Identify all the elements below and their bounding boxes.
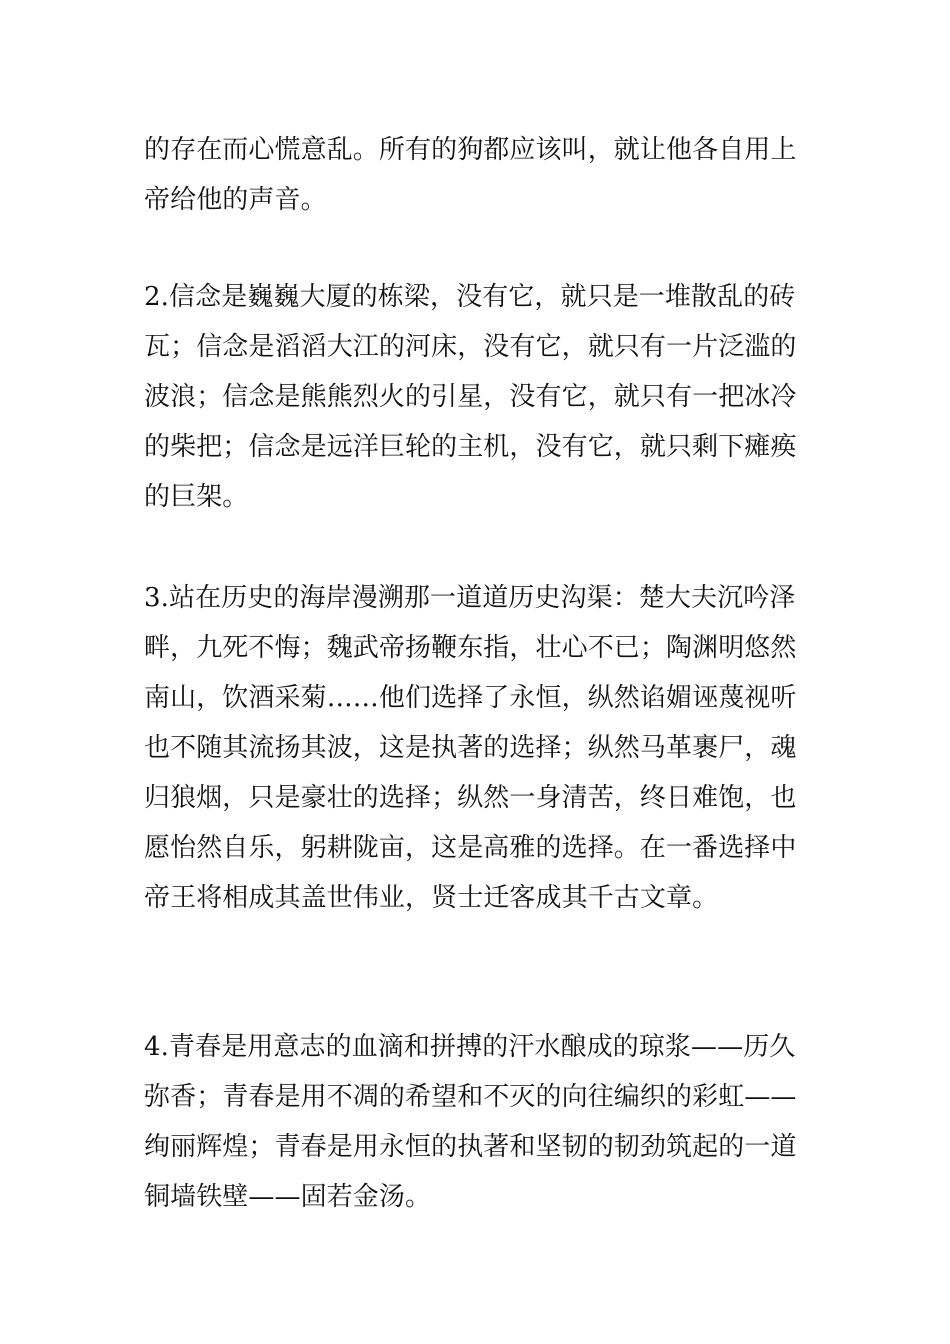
text-line: 的存在而心慌意乱。所有的狗都应该叫，就让他各自用上 — [144, 135, 797, 165]
text-line: 也不随其流扬其波，这是执著的选择；纵然马革裹尸，魂 — [144, 733, 797, 763]
text-line: 3.站在历史的海岸漫溯那一道道历史沟渠：楚大夫沉吟泽 — [144, 583, 796, 613]
text-line: 的巨架。 — [144, 482, 249, 512]
text-line: 畔，九死不悔；魏武帝扬鞭东指，壮心不已；陶渊明悠然 — [144, 633, 797, 663]
text-line: 南山，饮酒采菊……他们选择了永恒，纵然谄媚诬蔑视听 — [144, 683, 797, 713]
text-line: 4.青春是用意志的血滴和拼搏的汗水酿成的琼浆——历久 — [144, 1032, 796, 1062]
text-line: 瓦；信念是滔滔大江的河床，没有它，就只有一片泛滥的 — [144, 332, 797, 362]
paragraph-4 — [144, 1022, 824, 1222]
text-line: 归狼烟，只是豪壮的选择；纵然一身清苦，终日难饱，也 — [144, 783, 797, 813]
text-line: 铜墙铁壁——固若金汤。 — [144, 1182, 432, 1212]
paragraph-continuation — [144, 125, 824, 225]
text-line: 帝给他的声音。 — [144, 185, 327, 215]
paragraph-3 — [144, 573, 824, 923]
text-line: 绚丽辉煌；青春是用永恒的执著和坚韧的韧劲筑起的一道 — [144, 1132, 797, 1162]
text-line: 帝王将相成其盖世伟业，贤士迁客成其千古文章。 — [144, 883, 719, 913]
text-line: 2.信念是巍巍大厦的栋梁，没有它，就只是一堆散乱的砖 — [144, 282, 796, 312]
text-line: 的柴把；信念是远洋巨轮的主机，没有它，就只剩下瘫痪 — [144, 432, 797, 462]
text-line: 愿怡然自乐，躬耕陇亩，这是高雅的选择。在一番选择中 — [144, 833, 797, 863]
text-line: 弥香；青春是用不凋的希望和不灭的向往编织的彩虹—— — [144, 1082, 797, 1112]
paragraph-2 — [144, 272, 824, 522]
text-line: 波浪；信念是熊熊烈火的引星，没有它，就只有一把冰冷 — [144, 382, 797, 412]
